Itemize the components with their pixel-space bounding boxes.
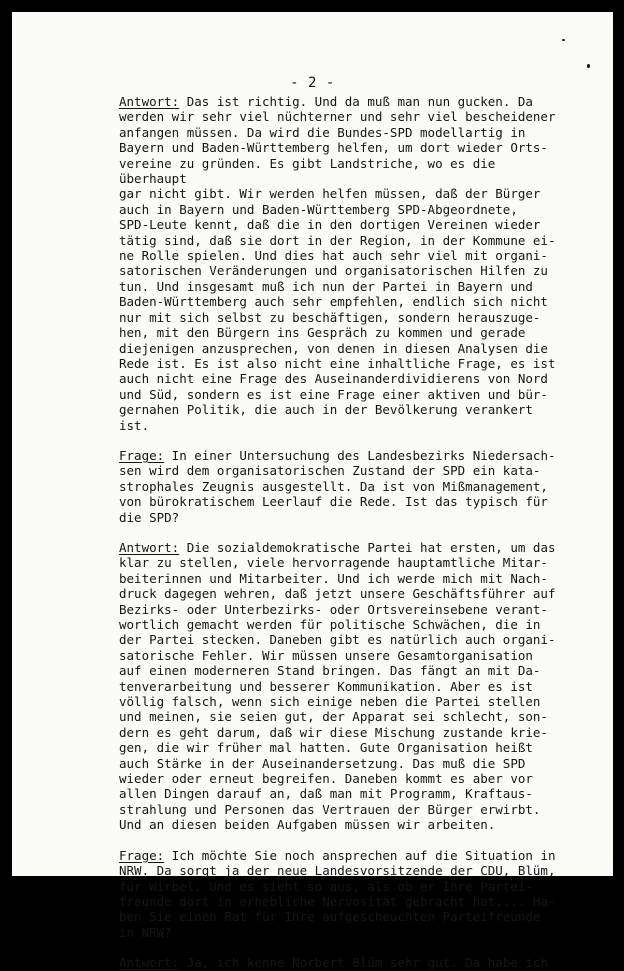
interview-text	[119, 94, 567, 971]
speaker-label: Frage:	[119, 847, 165, 863]
question-paragraph	[119, 848, 567, 940]
paragraph-text: In einer Untersuchung des Landesbezirks Niedersach- sen wird dem organisatorischen Zustand der SPD ein kata- strophales Zeugnis ausgestellt. Da ist von Mißmanagement, von bürokratischem Leerlauf die Rede. Ist das typisch für die SPD?	[119, 447, 556, 525]
question-paragraph	[119, 448, 567, 525]
scan-speck	[587, 64, 590, 68]
page-number: - 2 -	[290, 75, 335, 91]
speaker-label: Antwort:	[119, 539, 180, 555]
paragraph-text: Das ist richtig. Und da muß man nun gucken. Da werden wir sehr viel nüchterner und sehr viel bescheidener anfangen müssen. Da wird die Bundes-SPD modellartig in Bayern und Baden-Württemberg helfen, um dort wieder Orts- vereine zu gründen. Es gibt Landstriche, wo es die überhaupt gar nicht gibt. Wir werden helfen müssen, daß der Bürger auch in Bayern und Baden-Württemberg SPD-Abgeordnete, SPD-Leute kennt, daß die in den dortigen Vereinen wieder tätig sind, daß sie dort in der Region, in der Kommune ei- ne Rolle spielen. Und dies hat auch sehr viel mit organi- satorischen Veränderungen und organisatorischen Hilfen zu tun. Und insgesamt muß ich nun der Partei in Bayern und Baden-Württemberg auch sehr empfehlen, endlich sich nicht nur mit sich selbst zu beschäftigen, sondern herauszuge- hen, mit den Bürgern ins Gespräch zu kommen und gerade diejenigen anzusprechen, von denen in diesen Analysen die Rede ist. Es ist also nicht eine inhaltliche Frage, es ist auch nicht eine Frage des Auseinanderdividierens von Nord und Süd, sondern es ist eine Frage einer aktiven und bür- gernahen Politik, die auch in der Bevölkerung verankert ist.	[119, 94, 556, 433]
answer-paragraph	[119, 955, 567, 970]
speaker-label: Frage:	[119, 447, 165, 463]
paragraph-text: Die sozialdemokratische Partei hat ersten, um das klar zu stellen, viele hervorragende hauptamtliche Mitar- beiterinnen und Mitarbeiter. Und ich werde mich mit Nach- druck dagegen wehren, daß jetzt unsere Geschäftsführer auf Bezirks- oder Unterbezirks- oder Ortsvereinsebene verant- wortlich gemacht werden für politische Schwächen, die in der Partei stecken. Daneben gibt es natürlich auch organi- satorische Fehler. Wir müssen unsere Gesamtorganisation auf einen moderneren Stand bringen. Das fängt an mit Da- tenverarbeitung und besserer Kommunikation. Aber es ist völlig falsch, wenn sich einige neben die Partei stellen und meinen, sie seien gut, der Apparat sei schlecht, son- dern es geht darum, daß wir diese Mischung zustande krie- gen, die wir früher mal hatten. Gute Organisation heißt auch Stärke in der Auseinandersetzung. Das muß die SPD wieder oder erneut begreifen. Daneben kommt es aber vor allen Dingen darauf an, daß man mit Programm, Kraftaus- strahlung und Personen das Vertrauen der Bürger erwirbt. Und an diesen beiden Aufgaben müssen wir arbeiten.	[119, 539, 556, 833]
paragraph-text: Ja, ich kenne Norbert Blüm sehr gut. Da habe ich	[179, 955, 548, 971]
document-page	[12, 12, 613, 971]
speaker-label: Antwort:	[119, 955, 180, 971]
answer-paragraph	[119, 94, 567, 433]
paragraph-text: Ich möchte Sie noch ansprechen auf die Situation in NRW. Da sorgt ja der neue Landesvorsitzende der CDU, Blüm, für Wirbel. Und es sieht so aus, als ob er Ihre Partei- freunde dort in erhebliche Nervosität gebracht hat.... Ha- ben Sie einen Rat für Ihre aufgescheuchten Parteifreunde in NRW?	[119, 847, 556, 940]
scan-speck	[562, 39, 565, 41]
answer-paragraph	[119, 540, 567, 833]
speaker-label: Antwort:	[119, 94, 180, 109]
